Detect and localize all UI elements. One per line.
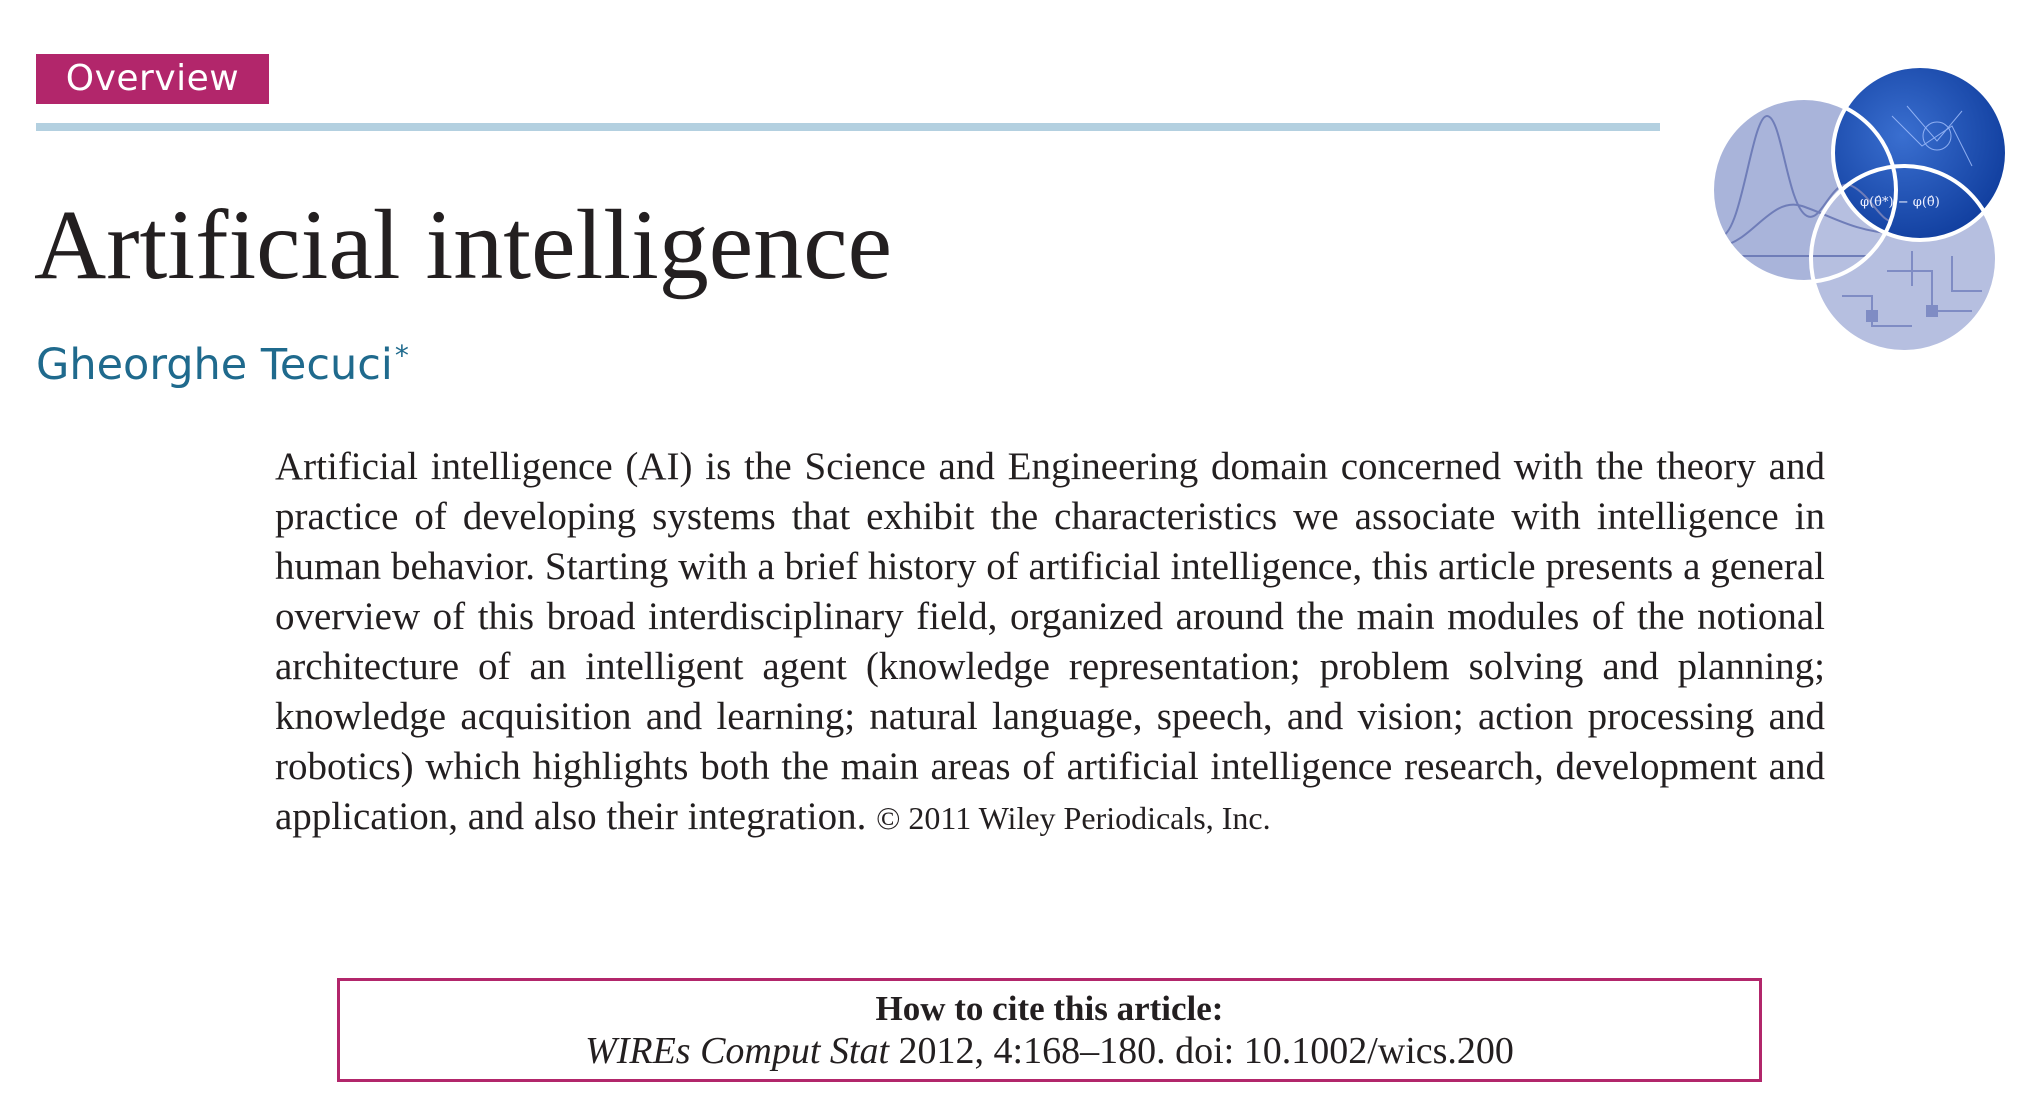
citation-journal: WIREs Comput Stat [585,1030,890,1072]
copyright-notice: © 2011 Wiley Periodicals, Inc. [876,800,1271,836]
citation-details: 2012, 4:168–180. doi: 10.1002/wics.200 [889,1030,1514,1072]
journal-logo-icon [1712,56,2012,356]
header-rule [36,123,1660,131]
abstract-text: Artificial intelligence (AI) is the Science and Engineering domain concerned with the theory and practice of developing systems that exhibit the characteristics we associate with intelligence in human behavior. Starting with a brief history of artificial intelligence, this article presents a general overview of this broad interdisciplinary field, organized around the main modules of the notional architecture of an intelligent agent (knowledge representation; problem solving and planning; knowledge acquisition and learning; natural language, speech, and vision; action processing and robotics) which highlights both the main areas of artificial intelligence research, development and application, and also their integration. [275,445,1825,838]
citation-reference [340,1029,1759,1073]
author-name [36,326,409,395]
author-name-text: Gheorghe Tecuci [36,340,393,390]
svg-text:φ(θ̂*) − φ(θ̂): φ(θ̂*) − φ(θ̂) [1860,195,1940,210]
citation-heading: How to cite this article: [875,989,1224,1028]
corresponding-author-marker: * [394,339,409,372]
citation-box [337,978,1762,1082]
article-title: Artificial intelligence [34,189,892,300]
section-label: Overview [36,54,269,104]
abstract [275,442,1825,843]
